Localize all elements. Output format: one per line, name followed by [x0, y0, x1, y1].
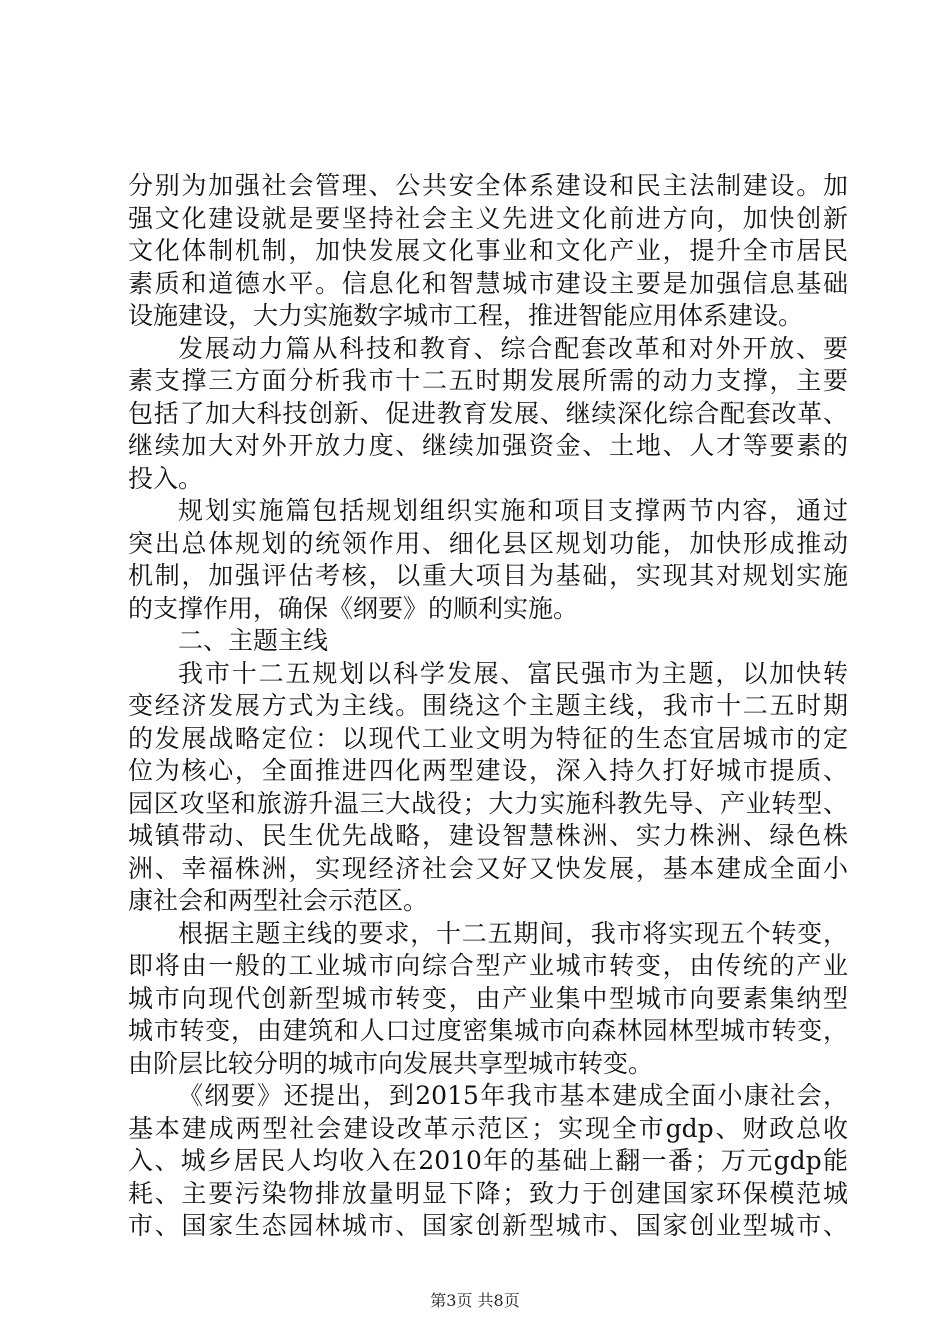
text-line: 继续加大对外开放力度、继续加强资金、土地、人才等要素的 [128, 431, 848, 460]
text-line: 入、城乡居民人均收入在2010年的基础上翻一番；万元gdp能 [128, 1146, 848, 1175]
text-line: 康社会和两型社会示范区。 [128, 886, 429, 915]
text-line: 发展动力篇从科技和教育、综合配套改革和对外开放、要 [178, 333, 848, 363]
text-line: 素支撑三方面分析我市十二五时期发展所需的动力支撑，主要 [128, 366, 848, 395]
text-line: 由阶层比较分明的城市向发展共享型城市转变。 [128, 1048, 654, 1078]
text-line: 二、主题主线 [178, 626, 329, 655]
text-line: 即将由一般的工业城市向综合型产业城市转变，由传统的产业 [128, 951, 848, 980]
text-line: 洲、幸福株洲，实现经济社会又好又快发展，基本建成全面小 [128, 853, 848, 883]
text-line: 城市向现代创新型城市转变，由产业集中型城市向要素集纳型 [128, 983, 848, 1013]
text-line: 分别为加强社会管理、公共安全体系建设和民主法制建设。加 [128, 171, 848, 200]
text-line: 根据主题主线的要求，十二五期间，我市将实现五个转变， [178, 918, 848, 948]
text-line: 机制，加强评估考核，以重大项目为基础，实现其对规划实施 [128, 561, 848, 590]
text-line: 突出总体规划的统领作用、细化县区规划功能，加快形成推动 [128, 528, 848, 558]
text-line: 城镇带动、民生优先战略，建设智慧株洲、实力株洲、绿色株 [128, 821, 848, 850]
text-line: 的支撑作用，确保《纲要》的顺利实施。 [128, 593, 579, 623]
text-line: 包括了加大科技创新、促进教育发展、继续深化综合配套改革、 [128, 398, 848, 428]
text-line: 耗、主要污染物排放量明显下降；致力于创建国家环保模范城 [128, 1178, 848, 1208]
text-line: 市、国家生态园林城市、国家创新型城市、国家创业型城市、 [128, 1211, 848, 1240]
page-footer: 第3页 共8页 [430, 1291, 520, 1310]
text-line: 变经济发展方式为主线。围绕这个主题主线，我市十二五时期 [128, 691, 848, 720]
text-line: 素质和道德水平。信息化和智慧城市建设主要是加强信息基础 [128, 268, 848, 298]
document-body [128, 170, 848, 1243]
text-line: 城市转变，由建筑和人口过度密集城市向森林园林型城市转变， [128, 1016, 848, 1045]
text-line: 文化体制机制，加快发展文化事业和文化产业，提升全市居民 [128, 236, 848, 265]
text-line: 基本建成两型社会建设改革示范区；实现全市gdp、财政总收 [128, 1113, 848, 1143]
text-line: 园区攻坚和旅游升温三大战役；大力实施科教先导、产业转型、 [128, 788, 848, 818]
text-line: 规划实施篇包括规划组织实施和项目支撑两节内容，通过 [178, 496, 848, 525]
text-line: 位为核心，全面推进四化两型建设，深入持久打好城市提质、 [128, 756, 848, 785]
text-line: 我市十二五规划以科学发展、富民强市为主题，以加快转 [178, 658, 848, 688]
text-line: 《纲要》还提出，到2015年我市基本建成全面小康社会， [178, 1081, 848, 1110]
text-line: 的发展战略定位：以现代工业文明为特征的生态宜居城市的定 [128, 723, 848, 753]
text-line: 强文化建设就是要坚持社会主义先进文化前进方向，加快创新 [128, 203, 848, 233]
text-line: 设施建设，大力实施数字城市工程，推进智能应用体系建设。 [128, 301, 804, 330]
text-line: 投入。 [128, 463, 204, 493]
